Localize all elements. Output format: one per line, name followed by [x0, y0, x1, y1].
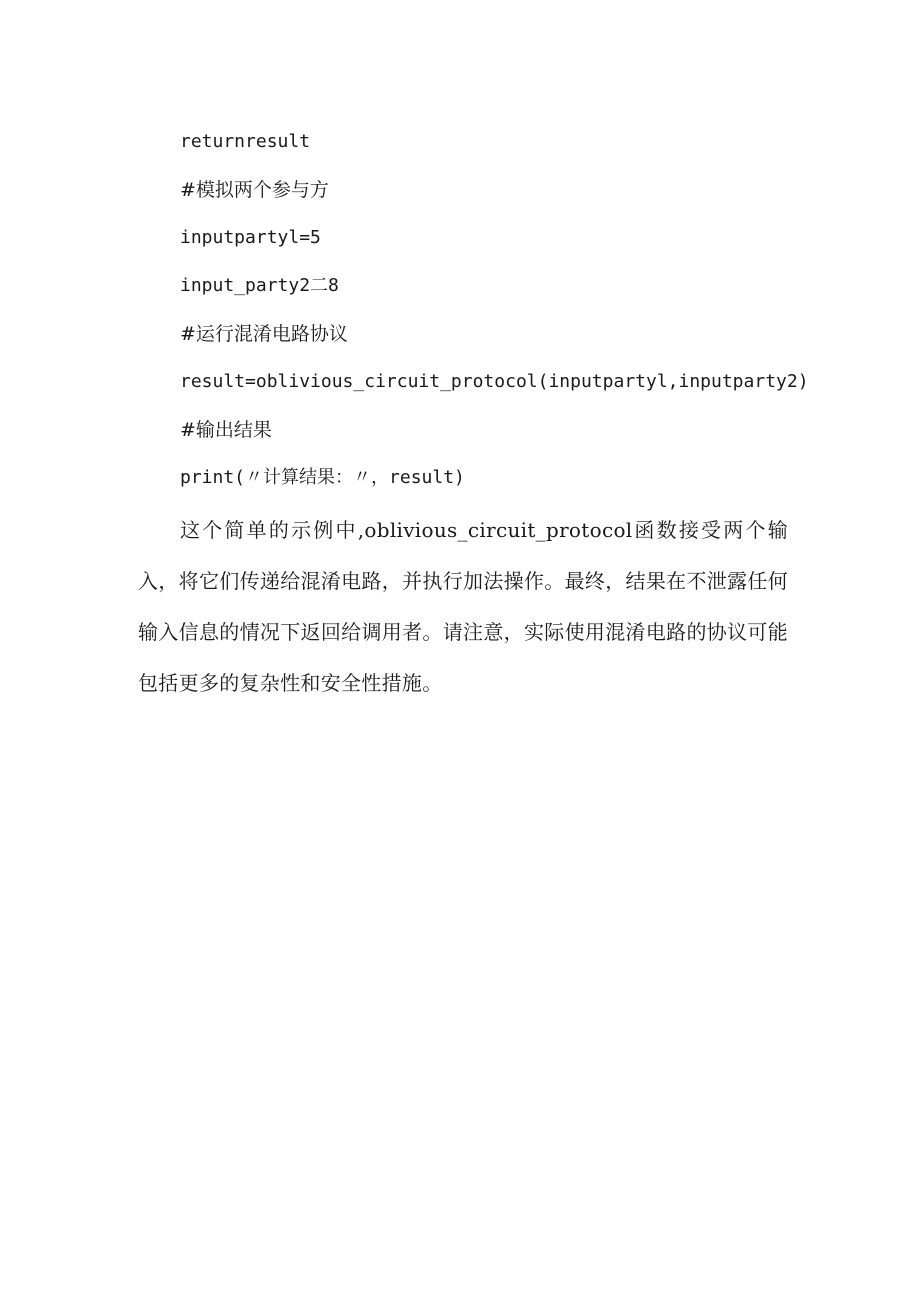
code-line-input-party1: inputpartyl=5 [180, 227, 321, 248]
explanation-paragraph: 这个简单的示例中,oblivious_circuit_protocol函数接受两个输入，将它们传递给混淆电路，并执行加法操作。最终，结果在不泄露任何输入信息的情况下返回给调用者。请注意，实际使用混淆电路的协议可能包括更多的复杂性和安全性措施。 [138, 518, 788, 695]
code-line-return: returnresult [180, 131, 311, 152]
code-block [180, 127, 860, 511]
code-line-result: result=oblivious_circuit_protocol(inputpartyl,inputparty2) [180, 371, 809, 392]
code-comment-run-protocol: #运行混淆电路协议 [180, 323, 348, 345]
code-comment-output: #输出结果 [180, 419, 272, 441]
code-comment-simulate-parties: #模拟两个参与方 [180, 179, 329, 201]
code-line-input-party2: input_party2二8 [180, 275, 339, 296]
code-line-print: print(〃计算结果：〃，result) [180, 467, 465, 488]
